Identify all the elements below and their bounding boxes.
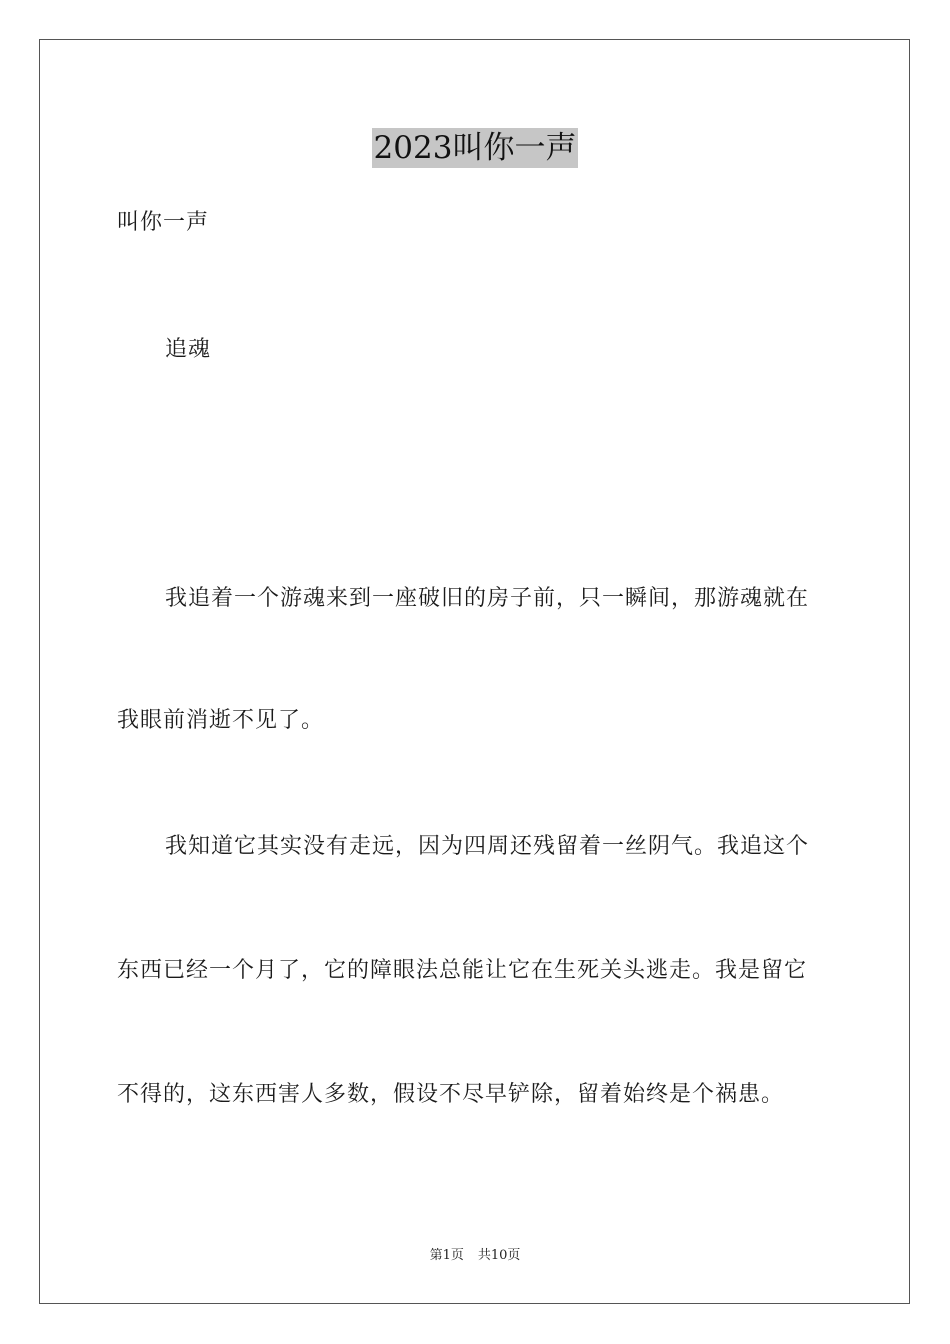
page-footer: [0, 1247, 950, 1265]
subtitle-text: 叫你一声: [117, 210, 210, 235]
paragraph-2-line-1: 我知道它其实没有走远，因为四周还残留着一丝阴气。我追这个: [165, 834, 810, 859]
paragraph-2-line-3: 不得的，这东西害人多数，假设不尽早铲除，留着始终是个祸患。: [117, 1082, 785, 1107]
paragraph-2-line-2: 东西已经一个月了，它的障眼法总能让它在生死关头逃走。我是留它: [117, 958, 808, 983]
section-heading: 追魂: [165, 337, 212, 362]
paragraph-1-line-1: 我追着一个游魂来到一座破旧的房子前，只一瞬间，那游魂就在: [165, 586, 810, 611]
document-title-text: 2023叫你一声: [373, 130, 577, 166]
page-total: 共10页: [477, 1248, 521, 1263]
page-number: 第1页: [429, 1248, 464, 1263]
document-title: [0, 128, 950, 168]
paragraph-1-line-2: 我眼前消逝不见了。: [117, 708, 325, 733]
